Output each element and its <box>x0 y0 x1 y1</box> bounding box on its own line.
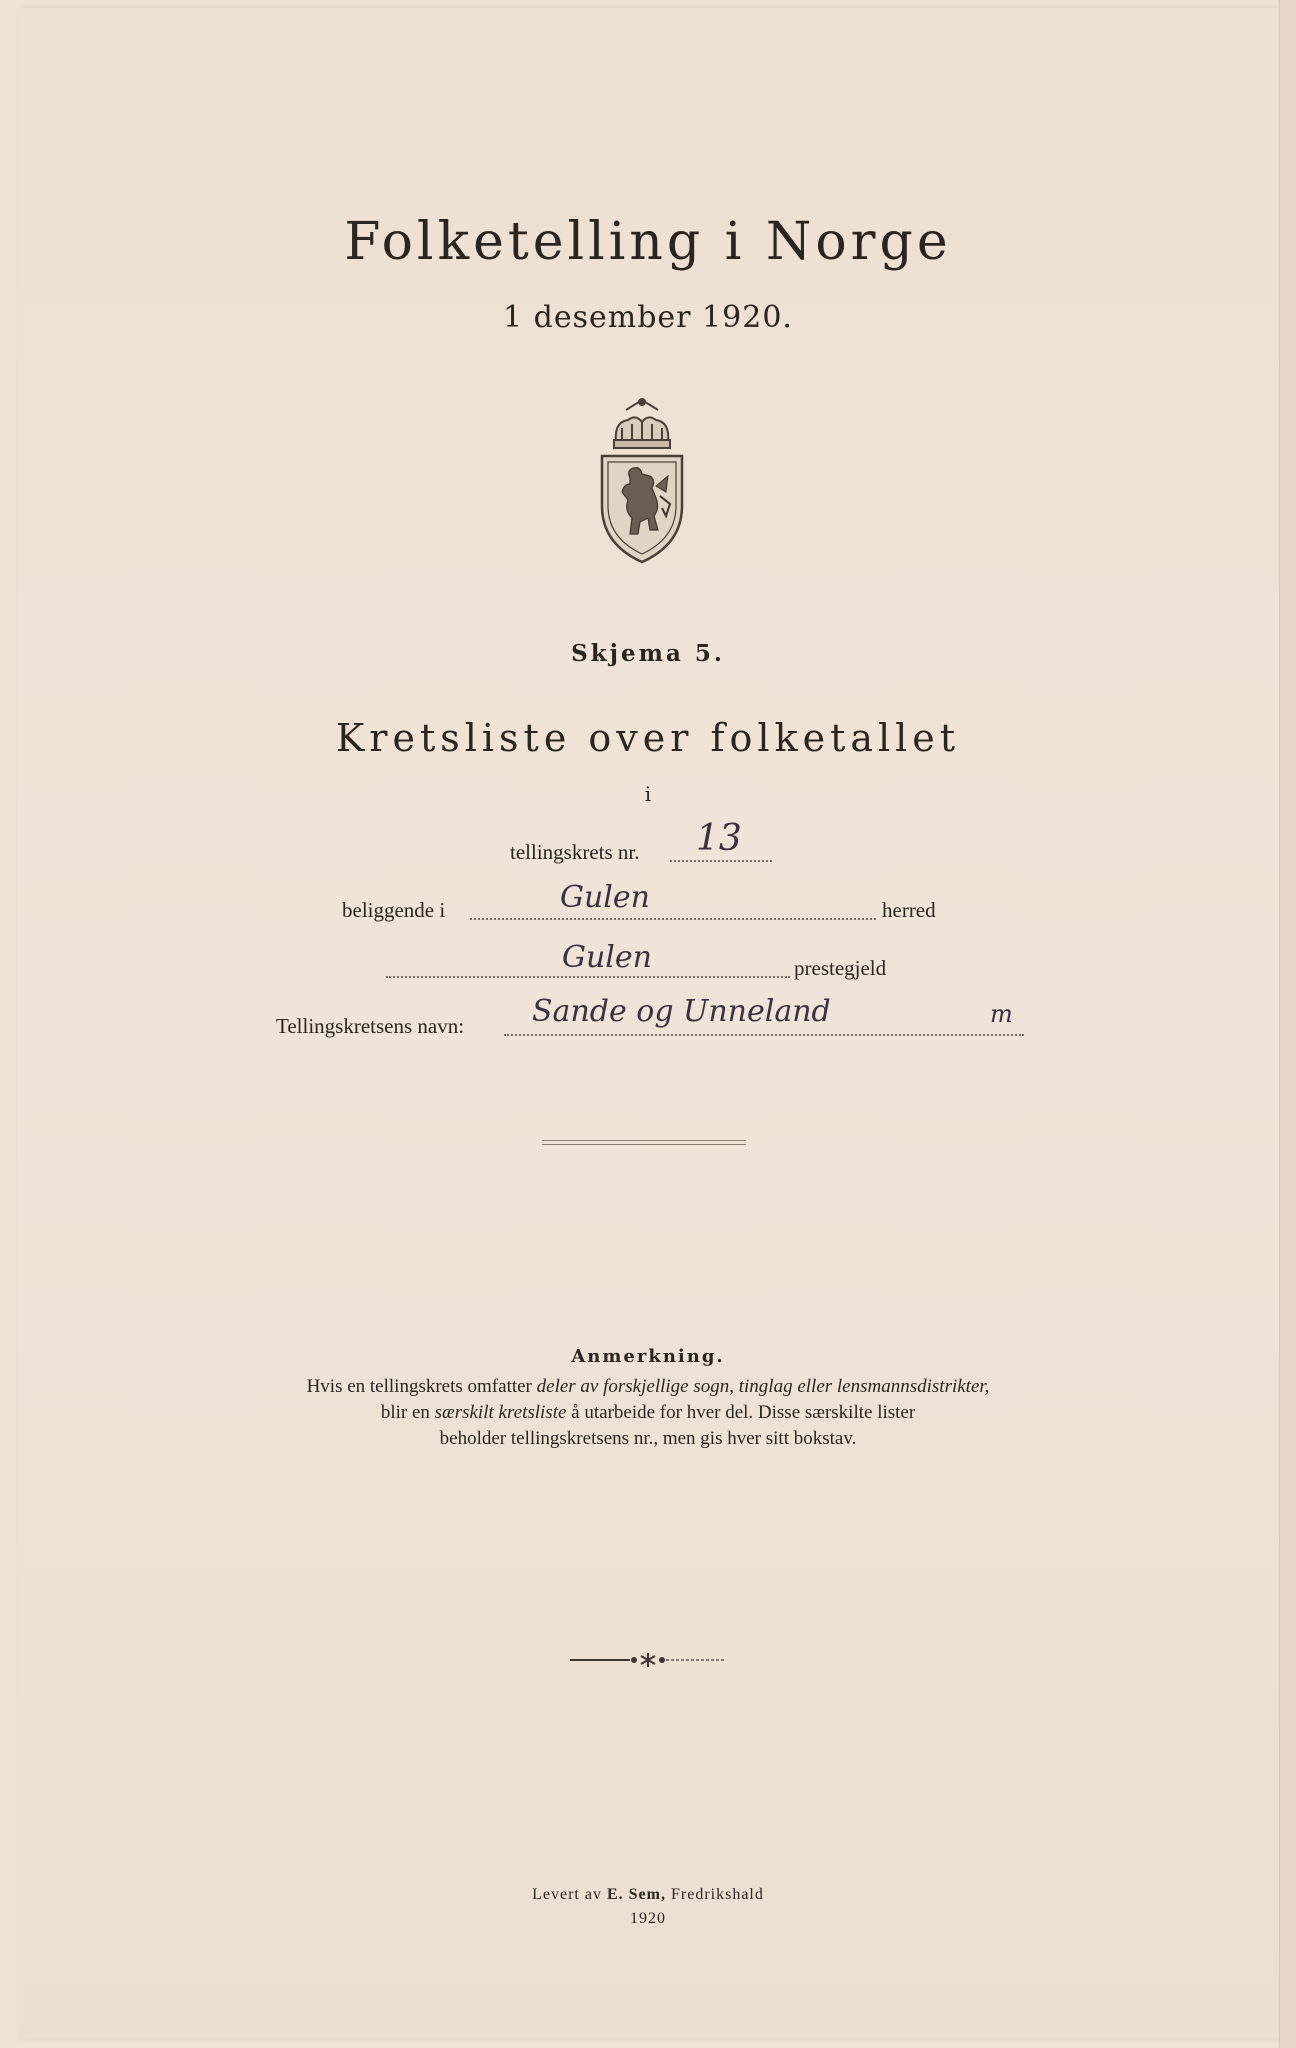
prestegjeld-line <box>386 976 790 978</box>
note-line-2-text-a: blir en <box>380 1402 435 1423</box>
printer-prefix: Levert av <box>532 1886 607 1903</box>
tellingskrets-label: tellingskrets nr. <box>510 840 640 864</box>
schema-number: Skjema 5. <box>571 640 725 667</box>
navn-value[interactable]: Sande og Unneland <box>532 994 831 1029</box>
tellingskrets-value[interactable]: 13 <box>696 818 742 859</box>
note-line-2-emphasis: særskilt kretsliste <box>434 1402 567 1423</box>
note-line-3: beholder tellingskretsens nr., men gis hver sitt bokstav. <box>439 1428 857 1449</box>
crest-icon <box>596 396 688 566</box>
note-line-2-text-c: å utarbeide for hver del. Disse særskilte lister <box>566 1402 916 1423</box>
prestegjeld-value[interactable]: Gulen <box>562 940 652 975</box>
printer-place: Fredrikshald <box>665 1886 764 1903</box>
beliggende-line <box>470 918 876 920</box>
note-line-1 <box>0 1376 1296 1398</box>
note-line-2 <box>0 1402 1296 1424</box>
note-title: Anmerkning. <box>571 1346 725 1367</box>
navn-line <box>504 1034 1024 1036</box>
tellingskrets-line <box>670 860 772 862</box>
prestegjeld-label: prestegjeld <box>794 956 887 980</box>
form-heading: Kretsliste over folketallet <box>335 716 961 760</box>
section-divider <box>542 1140 746 1145</box>
beliggende-value[interactable]: Gulen <box>560 880 650 915</box>
printer-name: E. Sem, <box>606 1886 666 1903</box>
navn-label: Tellingskretsens navn: <box>276 1014 465 1038</box>
connector-word: i <box>644 782 652 806</box>
navn-suffix: m <box>990 1000 1013 1028</box>
ornament-divider-icon <box>568 1650 728 1670</box>
printer-year: 1920 <box>630 1910 666 1927</box>
printer-credit <box>0 1886 1296 1904</box>
note-line-1-text: Hvis en tellingskrets omfatter <box>306 1376 537 1397</box>
herred-label: herred <box>882 898 936 922</box>
beliggende-label: beliggende i <box>342 898 446 922</box>
page-title: Folketelling i Norge <box>344 212 952 272</box>
note-line-1-emphasis: deler av forskjellige sogn, tinglag eller lensmannsdistrikter, <box>536 1376 990 1397</box>
census-date: 1 desember 1920. <box>503 300 793 335</box>
